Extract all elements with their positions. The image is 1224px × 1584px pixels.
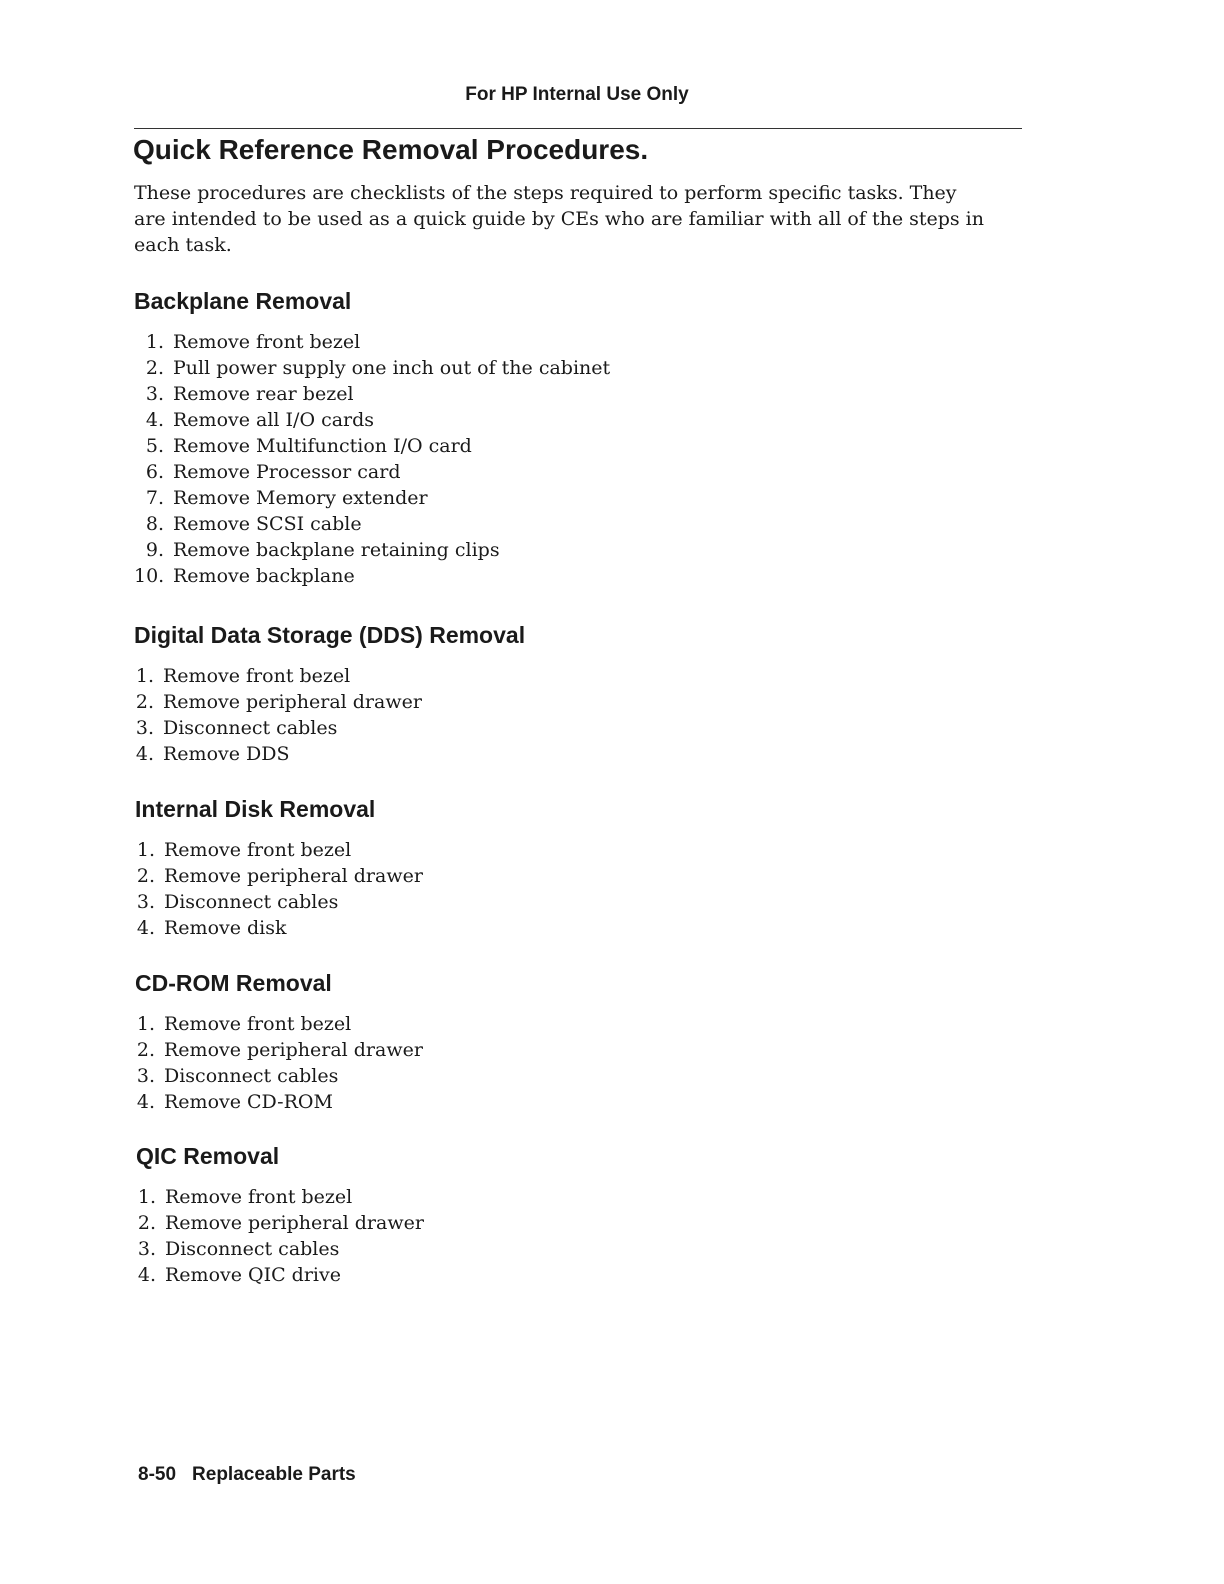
step-list: [134, 663, 525, 767]
step-number: 4.: [137, 1264, 156, 1286]
section-backplane-removal: [134, 287, 610, 589]
step-number: 1.: [136, 839, 155, 861]
step-item: [135, 1089, 423, 1115]
section-heading: CD-ROM Removal: [135, 970, 332, 996]
step-number: 8.: [145, 513, 164, 535]
step-number: 3.: [135, 717, 154, 739]
step-item: [135, 837, 423, 863]
step-number: 5.: [145, 435, 164, 457]
step-item: [136, 1236, 424, 1262]
step-text: Remove peripheral drawer: [163, 691, 422, 713]
section-heading: Digital Data Storage (DDS) Removal: [134, 622, 526, 648]
step-text: Disconnect cables: [163, 717, 338, 739]
step-number: 2.: [136, 865, 155, 887]
step-number: 3.: [137, 1238, 156, 1260]
header-rule: [134, 128, 1022, 129]
step-number: 4.: [145, 409, 164, 431]
step-number: 3.: [136, 891, 155, 913]
step-number: 1.: [136, 1013, 155, 1035]
step-text: Disconnect cables: [164, 1065, 339, 1087]
step-number: 7.: [145, 487, 164, 509]
step-text: Remove front bezel: [173, 331, 361, 353]
footer-page-number: 8-50: [138, 1464, 177, 1485]
step-item: [134, 459, 610, 485]
step-number: 2.: [136, 1039, 155, 1061]
step-item: [134, 329, 610, 355]
step-text: Remove backplane: [173, 565, 355, 587]
step-number: 2.: [145, 357, 164, 379]
step-number: 2.: [137, 1212, 156, 1234]
step-text: Remove all I/O cards: [173, 409, 375, 431]
step-number: 4.: [136, 1091, 155, 1113]
step-text: Remove CD-ROM: [164, 1091, 333, 1113]
step-text: Remove Processor card: [173, 461, 401, 483]
step-item: [134, 381, 610, 407]
section-heading: Internal Disk Removal: [135, 796, 376, 822]
step-item: [135, 863, 423, 889]
section-heading: Backplane Removal: [134, 288, 352, 314]
step-item: [136, 1262, 424, 1288]
section-cd-rom-removal: [135, 969, 423, 1115]
section-heading: QIC Removal: [136, 1143, 280, 1169]
step-number: 1.: [137, 1186, 156, 1208]
step-text: Pull power supply one inch out of the cabinet: [173, 357, 611, 379]
page-header-notice: For HP Internal Use Only: [465, 84, 689, 105]
step-list: [136, 1184, 424, 1288]
step-item: [135, 1011, 423, 1037]
step-text: Remove QIC drive: [165, 1264, 341, 1286]
step-text: Remove Multifunction I/O card: [173, 435, 472, 457]
step-text: Remove SCSI cable: [173, 513, 362, 535]
step-text: Remove front bezel: [163, 665, 351, 687]
step-text: Remove peripheral drawer: [165, 1212, 424, 1234]
step-text: Remove disk: [164, 917, 287, 939]
step-item: [135, 889, 423, 915]
step-number: 10.: [134, 565, 165, 587]
step-number: 6.: [145, 461, 164, 483]
step-number: 9.: [145, 539, 164, 561]
step-text: Remove peripheral drawer: [164, 865, 423, 887]
step-list: [135, 837, 423, 941]
step-number: 2.: [135, 691, 154, 713]
intro-paragraph: These procedures are checklists of the steps required to perform specific tasks. They are intended to be used as a quick guide by CEs who are familiar with all of the steps in each task.: [134, 182, 984, 256]
step-item: [134, 537, 610, 563]
step-item: [134, 433, 610, 459]
step-list: [135, 1011, 423, 1115]
step-number: 3.: [136, 1065, 155, 1087]
step-item: [134, 485, 610, 511]
step-item: [134, 689, 525, 715]
step-item: [134, 511, 610, 537]
step-item: [134, 663, 525, 689]
section-internal-disk-removal: [135, 795, 423, 941]
footer-chapter-title: Replaceable Parts: [192, 1464, 356, 1485]
step-text: Remove front bezel: [164, 1013, 352, 1035]
step-text: Remove front bezel: [164, 839, 352, 861]
step-text: Disconnect cables: [165, 1238, 340, 1260]
step-number: 3.: [145, 383, 164, 405]
step-item: [134, 741, 525, 767]
step-text: Remove rear bezel: [173, 383, 354, 405]
step-item: [135, 915, 423, 941]
step-number: 4.: [136, 917, 155, 939]
step-text: Remove DDS: [163, 743, 290, 765]
page-footer: [138, 1464, 356, 1486]
step-text: Remove peripheral drawer: [164, 1039, 423, 1061]
step-item: [135, 1063, 423, 1089]
step-text: Remove backplane retaining clips: [173, 539, 500, 561]
step-text: Remove Memory extender: [173, 487, 428, 509]
step-text: Disconnect cables: [164, 891, 339, 913]
step-item: [136, 1210, 424, 1236]
section-qic-removal: [136, 1142, 424, 1288]
section-dds-removal: [134, 621, 525, 767]
step-item: [134, 407, 610, 433]
step-item: [134, 355, 610, 381]
page-title: Quick Reference Removal Procedures.: [133, 134, 649, 165]
step-number: 4.: [135, 743, 154, 765]
step-list: [134, 329, 610, 589]
step-number: 1.: [135, 665, 154, 687]
step-item: [134, 715, 525, 741]
step-item: [135, 1037, 423, 1063]
step-item: [136, 1184, 424, 1210]
step-item: [134, 563, 610, 589]
step-text: Remove front bezel: [165, 1186, 353, 1208]
step-number: 1.: [145, 331, 164, 353]
